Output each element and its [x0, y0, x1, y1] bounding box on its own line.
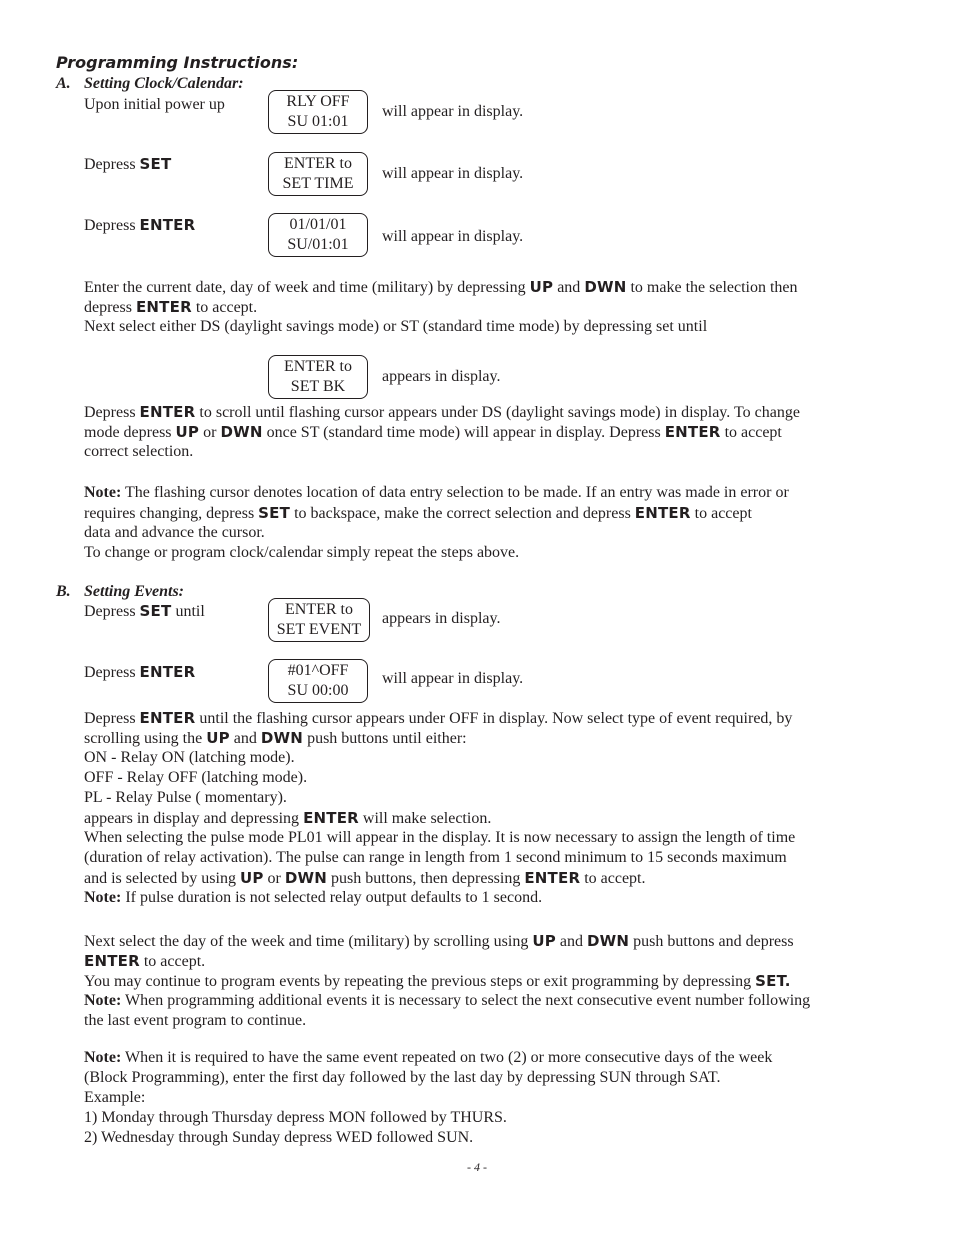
section-b-heading — [56, 583, 184, 601]
display-line-1: ENTER to — [285, 601, 353, 618]
step-b1-text: Depress — [84, 603, 136, 620]
display-line-2: SU/01:01 — [287, 236, 349, 253]
note-label: Note: — [84, 992, 122, 1009]
text: to accept. — [195, 299, 258, 316]
text: Next select the day of the week and time (military) by scrolling using — [84, 933, 529, 950]
display-event-01-off — [268, 659, 368, 703]
text-line: ON - Relay ON (latching mode). — [84, 749, 295, 766]
text: When it is required to have the same event repeated on two (2) or more consecutive days of the week — [125, 1049, 773, 1066]
text: requires changing, depress — [84, 505, 255, 522]
text: push buttons until either: — [307, 730, 467, 747]
display-line-1: ENTER to — [284, 155, 352, 172]
paragraph-a2 — [84, 402, 874, 462]
enter-key: ENTER — [84, 952, 140, 970]
text: Depress — [84, 710, 136, 727]
display-line-1: 01/01/01 — [289, 216, 347, 233]
text-line — [84, 931, 874, 951]
display-line-2: SU 01:01 — [287, 113, 349, 130]
dwn-key: DWN — [587, 932, 630, 950]
text: once ST (standard time mode) will appear in display. Depress — [266, 424, 661, 441]
text: You may continue to program events by repeating the previous steps or exit programming by depressing — [84, 973, 752, 990]
step-a2-text: Depress — [84, 156, 136, 173]
up-key: UP — [175, 423, 200, 441]
display-enter-set-bk — [268, 355, 368, 399]
up-key: UP — [529, 278, 554, 296]
enter-key: ENTER — [664, 423, 721, 441]
text-line: OFF - Relay OFF (latching mode). — [84, 769, 308, 786]
note-label: Note: — [84, 1049, 122, 1066]
text: Enter the current date, day of week and time (military) by depressing — [84, 279, 526, 296]
text-line: PL - Relay Pulse ( momentary). — [84, 789, 287, 806]
text: or — [203, 424, 217, 441]
text-line — [84, 991, 874, 1011]
text-line — [84, 808, 874, 828]
step-b1-note: appears in display. — [382, 610, 501, 627]
text: and — [557, 279, 581, 296]
step-a3-label — [84, 216, 195, 235]
text: Depress — [84, 404, 136, 421]
enter-key: ENTER — [524, 869, 581, 887]
enter-key: ENTER — [139, 403, 196, 421]
text: will make selection. — [362, 810, 492, 827]
display-line-2: SET TIME — [282, 175, 354, 192]
set-key: SET — [139, 155, 172, 173]
text: depress — [84, 299, 132, 316]
text: push buttons, then depressing — [331, 870, 521, 887]
text-line — [84, 951, 874, 971]
dwn-key: DWN — [260, 729, 304, 747]
step-b2-label — [84, 663, 195, 682]
enter-key: ENTER — [634, 504, 691, 522]
display-line-2: SET BK — [290, 378, 346, 395]
text: and — [559, 933, 584, 950]
step-a3-note: will appear in display. — [382, 228, 524, 245]
section-a-letter: A. — [56, 75, 71, 92]
dwn-key: DWN — [220, 423, 263, 441]
text-line — [84, 422, 874, 442]
text-line — [84, 728, 874, 748]
paragraph-b2 — [84, 931, 874, 1031]
section-b-letter: B. — [56, 583, 71, 600]
step-a2-note: will appear in display. — [382, 165, 524, 182]
section-a-heading — [56, 75, 244, 93]
display-line-2: SET EVENT — [276, 621, 362, 638]
text: and — [233, 730, 257, 747]
paragraph-a1 — [84, 277, 874, 337]
text-line: To change or program clock/calendar simply repeat the steps above. — [84, 544, 520, 561]
text-line — [84, 1048, 874, 1068]
text: to accept — [694, 505, 752, 522]
text-line — [84, 277, 874, 297]
section-b-title: Setting Events: — [84, 583, 185, 600]
step-a1-label: Upon initial power up — [84, 96, 225, 113]
text: appears in display and depressing — [84, 810, 300, 827]
text-line: (Block Programming), enter the first day followed by the last day by depressing SUN through SAT. — [84, 1069, 721, 1086]
text-line — [84, 297, 874, 317]
text-line: 1) Monday through Thursday depress MON followed by THURS. — [84, 1109, 507, 1126]
text-line — [84, 708, 874, 728]
step-a1-note: will appear in display. — [382, 103, 524, 120]
step-a3-text: Depress — [84, 217, 136, 234]
text-line — [84, 402, 874, 422]
up-key: UP — [239, 869, 264, 887]
text: to accept — [724, 424, 782, 441]
display-date-time — [268, 213, 368, 257]
step-a2-label — [84, 155, 171, 174]
page-title: Programming Instructions: — [56, 53, 299, 72]
display-rly-off — [268, 90, 368, 134]
display-line-1: RLY OFF — [286, 93, 350, 110]
note-label: Note: — [84, 484, 122, 501]
text-line: When selecting the pulse mode PL01 will appear in the display. It is now necessary to assign the length of time — [84, 829, 796, 846]
display-enter-set-event — [268, 598, 370, 642]
text: or — [267, 870, 281, 887]
paragraph-a3-note — [84, 483, 874, 563]
text-line — [84, 503, 874, 523]
display-line-1: ENTER to — [284, 358, 352, 375]
enter-key: ENTER — [139, 216, 196, 234]
text: If pulse duration is not selected relay output defaults to 1 second. — [125, 889, 543, 906]
text-line: Next select either DS (daylight savings mode) or ST (standard time mode) by depressing set until — [84, 318, 708, 335]
page-number: - 4 - — [467, 1160, 487, 1174]
display-line-2: SU 00:00 — [287, 682, 349, 699]
enter-key: ENTER — [139, 709, 196, 727]
step-b2-note: will appear in display. — [382, 670, 524, 687]
text: When programming additional events it is necessary to select the next consecutive event number following — [125, 992, 811, 1009]
text: to make the selection then — [630, 279, 798, 296]
dwn-key: DWN — [284, 869, 328, 887]
enter-key: ENTER — [139, 663, 196, 681]
paragraph-b1 — [84, 708, 874, 908]
enter-key: ENTER — [135, 298, 192, 316]
dwn-key: DWN — [584, 278, 627, 296]
bk-note: appears in display. — [382, 368, 501, 385]
text: until the flashing cursor appears under OFF in display. Now select type of event required, by — [199, 710, 793, 727]
text-line: data and advance the cursor. — [84, 524, 265, 541]
set-key: SET — [139, 602, 172, 620]
text-line: Example: — [84, 1089, 146, 1106]
text-line: the last event program to continue. — [84, 1012, 307, 1029]
text: mode depress — [84, 424, 172, 441]
note-label: Note: — [84, 889, 122, 906]
text: push buttons and depress — [633, 933, 794, 950]
text-line — [84, 483, 874, 503]
text-line: 2) Wednesday through Sunday depress WED followed SUN. — [84, 1129, 474, 1146]
text-line — [84, 971, 874, 991]
step-b2-text: Depress — [84, 664, 136, 681]
set-key: SET — [258, 504, 291, 522]
text: to backspace, make the correct selection and depress — [294, 505, 631, 522]
text: scrolling using the — [84, 730, 203, 747]
text-line: (duration of relay activation). The pulse can range in length from 1 second minimum to 15 seconds maximum — [84, 849, 787, 866]
paragraph-b3 — [84, 1048, 874, 1148]
text-line — [84, 888, 874, 908]
section-a-title: Setting Clock/Calendar: — [84, 75, 244, 92]
set-key: SET. — [755, 972, 791, 990]
text-line: correct selection. — [84, 443, 194, 460]
up-key: UP — [532, 932, 556, 950]
step-b1-label — [84, 602, 205, 621]
text: and is selected by using — [84, 870, 236, 887]
text: to accept. — [584, 870, 646, 887]
text: The flashing cursor denotes location of data entry selection to be made. If an entry was made in error or — [125, 484, 789, 501]
enter-key: ENTER — [303, 809, 359, 827]
text: to accept. — [143, 953, 206, 970]
display-enter-set-time — [268, 152, 368, 196]
display-line-1: #01^OFF — [287, 662, 349, 679]
step-b1-suffix: until — [175, 603, 205, 620]
up-key: UP — [206, 729, 230, 747]
text: to scroll until flashing cursor appears under DS (daylight savings mode) in display. To change — [199, 404, 800, 421]
text-line — [84, 868, 874, 888]
